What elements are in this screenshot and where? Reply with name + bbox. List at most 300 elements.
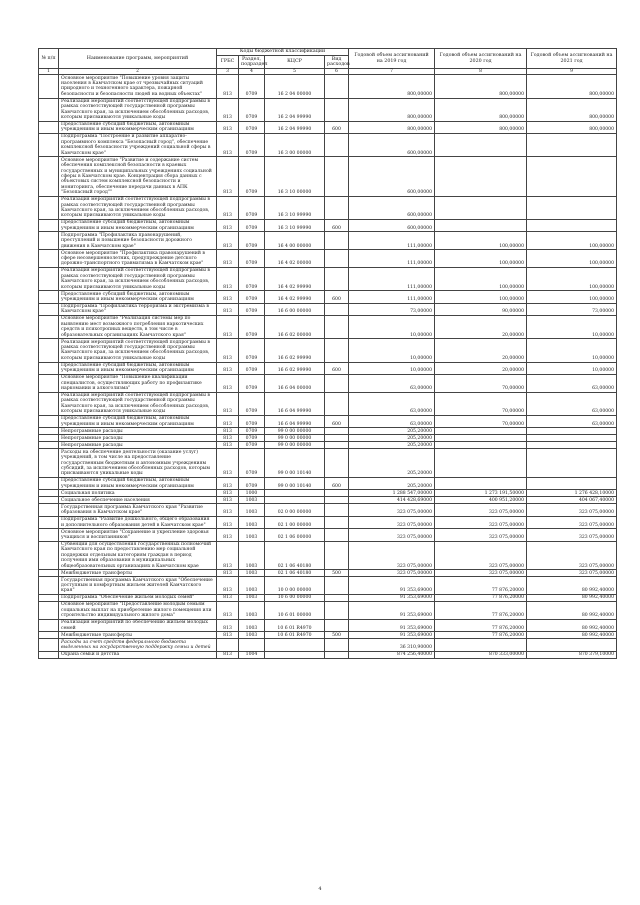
table-row — [39, 121, 617, 133]
row-vr: 500 — [325, 570, 349, 577]
row-amount-2021 — [527, 428, 617, 435]
row-razdel: 0709 — [239, 291, 265, 303]
row-csr: 16 4 02 00000 — [265, 250, 325, 268]
row-amount-2021: 323 075,00000 — [527, 529, 617, 541]
row-razdel: 0709 — [239, 392, 265, 415]
row-number — [39, 504, 59, 516]
header-year-2020: Годовой объем ассигнований на 2020 год — [435, 49, 527, 69]
row-grbs: 813 — [217, 416, 239, 428]
row-amount-2019: 205,20000 — [349, 435, 435, 442]
table-row — [39, 316, 617, 339]
row-grbs: 813 — [217, 516, 239, 528]
row-number — [39, 75, 59, 98]
row-csr: 16 3 10 99990 — [265, 220, 325, 232]
row-amount-2019: 600,00000 — [349, 134, 435, 157]
row-grbs: 813 — [217, 577, 239, 595]
row-csr: 02 0 00 00000 — [265, 504, 325, 516]
row-name: Реализация мероприятий соответствующей подпрограммы в рамках соответствующей государственной программы Камчатского края, за исключением обособленных расходов, которым присваиваются уникальные коды — [59, 392, 217, 415]
row-amount-2019: 111,00000 — [349, 232, 435, 250]
row-amount-2021: 800,00000 — [527, 75, 617, 98]
row-csr: 02 1 06 00000 — [265, 529, 325, 541]
row-razdel: 0709 — [239, 303, 265, 315]
row-amount-2020 — [435, 428, 527, 435]
row-grbs: 813 — [217, 316, 239, 339]
row-number — [39, 449, 59, 478]
row-csr: 16 2 04 99990 — [265, 121, 325, 133]
table-row — [39, 339, 617, 362]
row-grbs: 813 — [217, 478, 239, 490]
row-vr: 600 — [325, 362, 349, 374]
row-amount-2020: 77 876,20000 — [435, 619, 527, 631]
row-number — [39, 121, 59, 133]
row-amount-2021: 1 276 428,10000 — [527, 490, 617, 497]
row-amount-2019: 600,00000 — [349, 220, 435, 232]
row-vr — [325, 442, 349, 449]
row-grbs: 813 — [217, 504, 239, 516]
row-vr — [325, 232, 349, 250]
row-csr: 10 0 00 00000 — [265, 577, 325, 595]
row-name: Реализация мероприятий по обеспечению жильем молодых семей — [59, 619, 217, 631]
row-name: Непрограммные расходы — [59, 435, 217, 442]
row-csr: 16 4 00 00000 — [265, 232, 325, 250]
row-csr: 16 3 10 99990 — [265, 196, 325, 219]
row-vr — [325, 651, 349, 658]
row-razdel: 1003 — [239, 577, 265, 595]
row-vr: 600 — [325, 291, 349, 303]
row-razdel: 1003 — [239, 570, 265, 577]
row-razdel — [239, 639, 265, 651]
row-razdel: 0709 — [239, 134, 265, 157]
table-row — [39, 490, 617, 497]
row-name: Государственная программа Камчатского края "Обеспечение доступным и комфортным жильем жителей Камчатского края" — [59, 577, 217, 595]
row-amount-2020: 800,00000 — [435, 121, 527, 133]
row-number — [39, 639, 59, 651]
row-number — [39, 291, 59, 303]
row-razdel: 0709 — [239, 478, 265, 490]
row-number — [39, 570, 59, 577]
row-amount-2019: 600,00000 — [349, 157, 435, 196]
column-number: 3 — [217, 69, 239, 75]
row-grbs: 813 — [217, 595, 239, 602]
row-name: Подпрограмма "Профилактика правонарушений, преступлений и повышение безопасности дорожного движения в Камчатском крае" — [59, 232, 217, 250]
row-razdel: 0709 — [239, 449, 265, 478]
row-amount-2021: 100,00000 — [527, 291, 617, 303]
row-name: Непрограммные расходы — [59, 442, 217, 449]
row-number — [39, 339, 59, 362]
row-name: Расходы за счет средств федерального бюджета выделенных на государственную поддержку семьи и детей — [59, 639, 217, 651]
row-grbs: 813 — [217, 157, 239, 196]
row-csr — [265, 651, 325, 658]
row-csr: 99 0 00 00000 — [265, 428, 325, 435]
row-amount-2021: 870 379,10000 — [527, 651, 617, 658]
row-razdel: 0709 — [239, 416, 265, 428]
row-amount-2020: 100,00000 — [435, 268, 527, 291]
row-number — [39, 392, 59, 415]
column-number: 8 — [435, 69, 527, 75]
row-number — [39, 651, 59, 658]
row-amount-2020: 77 876,20000 — [435, 595, 527, 602]
row-vr — [325, 639, 349, 651]
row-amount-2020: 323 075,00000 — [435, 516, 527, 528]
row-name: Основное мероприятие "Повышение уровня защиты населения в Камчатском крае от чрезвычайных ситуаций природного и техногенного характера, пожарной безопасности и безопасности людей на водных объектах" — [59, 75, 217, 98]
row-grbs: 813 — [217, 232, 239, 250]
row-razdel: 0709 — [239, 339, 265, 362]
row-vr — [325, 75, 349, 98]
row-grbs: 813 — [217, 303, 239, 315]
row-amount-2019: 91 353,69000 — [349, 595, 435, 602]
row-number — [39, 268, 59, 291]
row-amount-2020 — [435, 196, 527, 219]
row-amount-2020: 77 876,20000 — [435, 602, 527, 620]
row-amount-2019: 800,00000 — [349, 75, 435, 98]
row-csr: 02 1 06 40180 — [265, 570, 325, 577]
header-name: Наименование программ, мероприятий — [59, 49, 217, 69]
row-name: Основное мероприятие "Сохранение и укрепление здоровья учащихся и воспитанников" — [59, 529, 217, 541]
row-grbs: 813 — [217, 529, 239, 541]
row-name: Основное мероприятие "Развитие и содержание систем обеспечения комплексной безопасности в краевых государственных и муниципальных учреждениях социальной сферы в Камчатском крае. Концентрация сбора данных с объектовых систем комплексной безопасности и мониторинга, обеспечение передачи данных в АПК "Безопасный город"" — [59, 157, 217, 196]
row-csr: 16 2 04 00000 — [265, 75, 325, 98]
table-row — [39, 157, 617, 196]
row-amount-2021: 323 075,00000 — [527, 516, 617, 528]
row-amount-2021: 80 992,40000 — [527, 632, 617, 639]
row-amount-2021: 63,00000 — [527, 416, 617, 428]
row-number — [39, 374, 59, 392]
row-name: Охрана семьи и детства — [59, 651, 217, 658]
row-razdel: 0709 — [239, 98, 265, 121]
table-row — [39, 478, 617, 490]
row-name: Реализация мероприятий соответствующей подпрограммы в рамках соответствующей государственной программы Камчатского края, за исключением обособленных расходов, которым присваиваются уникальные коды — [59, 268, 217, 291]
table-row — [39, 442, 617, 449]
row-amount-2019: 63,00000 — [349, 416, 435, 428]
row-amount-2020 — [435, 220, 527, 232]
column-number: 5 — [265, 69, 325, 75]
row-number — [39, 497, 59, 504]
row-vr — [325, 449, 349, 478]
row-razdel: 0709 — [239, 232, 265, 250]
row-name: Предоставление субсидий бюджетным, автономным учреждениям и иным некоммерческим организациям — [59, 478, 217, 490]
row-amount-2020 — [435, 134, 527, 157]
row-amount-2020: 323 075,00000 — [435, 504, 527, 516]
row-razdel: 0709 — [239, 157, 265, 196]
row-amount-2019: 205,20000 — [349, 449, 435, 478]
row-vr — [325, 196, 349, 219]
row-vr: 600 — [325, 478, 349, 490]
page-number: 4 — [318, 886, 322, 892]
row-razdel: 1003 — [239, 497, 265, 504]
header-no: № п/п — [39, 49, 59, 69]
row-amount-2019: 323 075,00000 — [349, 529, 435, 541]
row-vr — [325, 435, 349, 442]
row-number — [39, 577, 59, 595]
row-amount-2020: 400 951,20000 — [435, 497, 527, 504]
row-grbs: 813 — [217, 75, 239, 98]
table-row — [39, 232, 617, 250]
row-number — [39, 619, 59, 631]
row-vr — [325, 529, 349, 541]
row-name: Подпрограмма "Развитие дошкольного, общего образования и дополнительного образования детей в Камчатском крае" — [59, 516, 217, 528]
row-csr: 10 6 01 R4970 — [265, 619, 325, 631]
row-amount-2021: 323 075,00000 — [527, 541, 617, 570]
row-csr: 16 3 00 00000 — [265, 134, 325, 157]
row-razdel: 1004 — [239, 651, 265, 658]
row-number — [39, 435, 59, 442]
row-razdel: 1003 — [239, 602, 265, 620]
row-amount-2020: 20,00000 — [435, 362, 527, 374]
row-amount-2021 — [527, 435, 617, 442]
header-year-2021: Годовой объем ассигнований на 2021 год — [527, 49, 617, 69]
table-row — [39, 529, 617, 541]
column-number: 7 — [349, 69, 435, 75]
table-row — [39, 98, 617, 121]
row-amount-2019: 111,00000 — [349, 291, 435, 303]
row-grbs: 813 — [217, 442, 239, 449]
table-row — [39, 449, 617, 478]
row-amount-2019: 63,00000 — [349, 392, 435, 415]
row-csr: 16 6 04 99990 — [265, 392, 325, 415]
row-number — [39, 416, 59, 428]
row-amount-2020: 100,00000 — [435, 291, 527, 303]
row-razdel: 1003 — [239, 504, 265, 516]
row-csr — [265, 497, 325, 504]
row-number — [39, 632, 59, 639]
row-csr — [265, 490, 325, 497]
row-vr — [325, 316, 349, 339]
table-row — [39, 577, 617, 595]
row-razdel: 0709 — [239, 196, 265, 219]
row-grbs: 813 — [217, 497, 239, 504]
row-amount-2020 — [435, 157, 527, 196]
row-amount-2021: 80 992,40000 — [527, 577, 617, 595]
row-amount-2021: 323 075,00000 — [527, 570, 617, 577]
row-amount-2021: 10,00000 — [527, 362, 617, 374]
row-grbs: 813 — [217, 490, 239, 497]
row-amount-2019: 874 256,40000 — [349, 651, 435, 658]
row-amount-2020 — [435, 442, 527, 449]
row-grbs: 813 — [217, 268, 239, 291]
row-grbs: 813 — [217, 339, 239, 362]
row-amount-2021: 800,00000 — [527, 98, 617, 121]
table-header-row — [39, 49, 617, 56]
row-amount-2021: 323 075,00000 — [527, 504, 617, 516]
row-csr: 02 1 00 00000 — [265, 516, 325, 528]
table-row — [39, 303, 617, 315]
row-grbs: 813 — [217, 250, 239, 268]
table-row — [39, 134, 617, 157]
row-number — [39, 196, 59, 219]
row-amount-2019: 205,20000 — [349, 442, 435, 449]
table-row — [39, 651, 617, 658]
row-amount-2020 — [435, 435, 527, 442]
row-number — [39, 303, 59, 315]
row-amount-2019: 10,00000 — [349, 316, 435, 339]
header-csr: КЦСР — [265, 56, 325, 69]
row-amount-2019: 600,00000 — [349, 196, 435, 219]
row-vr: 600 — [325, 416, 349, 428]
row-amount-2021: 80 992,40000 — [527, 595, 617, 602]
row-vr — [325, 577, 349, 595]
row-amount-2021 — [527, 442, 617, 449]
column-number: 1 — [39, 69, 59, 75]
row-grbs — [217, 639, 239, 651]
row-razdel: 1003 — [239, 541, 265, 570]
row-vr: 600 — [325, 121, 349, 133]
row-name: Реализация мероприятий соответствующей подпрограммы в рамках соответствующей государственной программы Камчатского края, за исключением обособленных расходов, которым присваиваются уникальные коды — [59, 196, 217, 219]
row-razdel: 1003 — [239, 632, 265, 639]
row-amount-2021 — [527, 639, 617, 651]
row-amount-2021 — [527, 157, 617, 196]
row-name: Основное мероприятие "Реализация системы мер по выявлению мест возможного потребления наркотических средств и психотропных веществ, в том числе в образовательных организациях Камчатского края" — [59, 316, 217, 339]
row-amount-2019: 91 353,69000 — [349, 602, 435, 620]
row-name: Предоставление субсидий бюджетным, автономным учреждениям и иным некоммерческим организациям — [59, 362, 217, 374]
row-csr: 16 6 04 00000 — [265, 374, 325, 392]
row-amount-2020: 77 876,20000 — [435, 577, 527, 595]
row-amount-2019: 10,00000 — [349, 339, 435, 362]
row-number — [39, 478, 59, 490]
row-grbs: 813 — [217, 435, 239, 442]
row-csr: 99 0 00 10140 — [265, 449, 325, 478]
row-amount-2021 — [527, 478, 617, 490]
row-amount-2021: 80 992,40000 — [527, 602, 617, 620]
row-amount-2020: 90,00000 — [435, 303, 527, 315]
row-vr — [325, 392, 349, 415]
row-razdel: 0709 — [239, 316, 265, 339]
row-grbs: 813 — [217, 602, 239, 620]
row-amount-2020: 1 273 191,50000 — [435, 490, 527, 497]
row-amount-2020: 77 876,20000 — [435, 632, 527, 639]
row-name: Предоставление субсидий бюджетным, автономным учреждениям и иным некоммерческим организациям — [59, 121, 217, 133]
row-vr — [325, 339, 349, 362]
row-name: Подпрограмма "Профилактика терроризма и экстремизма в Камчатском крае" — [59, 303, 217, 315]
table-row — [39, 497, 617, 504]
row-csr: 99 0 00 00000 — [265, 442, 325, 449]
row-amount-2019: 111,00000 — [349, 268, 435, 291]
row-amount-2019: 323 075,00000 — [349, 516, 435, 528]
row-razdel: 1003 — [239, 619, 265, 631]
row-number — [39, 220, 59, 232]
row-csr: 10 6 00 00000 — [265, 595, 325, 602]
row-amount-2021: 404 067,40000 — [527, 497, 617, 504]
row-number — [39, 316, 59, 339]
row-vr — [325, 374, 349, 392]
row-amount-2019: 205,20000 — [349, 478, 435, 490]
row-amount-2021 — [527, 449, 617, 478]
row-amount-2019: 10,00000 — [349, 362, 435, 374]
row-vr — [325, 134, 349, 157]
row-grbs: 813 — [217, 220, 239, 232]
row-name: Непрограммные расходы — [59, 428, 217, 435]
table-row — [39, 220, 617, 232]
row-name: Основное мероприятие "Профилактика правонарушений в сфере несовершеннолетних, предупреждение детского дорожно-транспортного травматизма в Камчатском крае" — [59, 250, 217, 268]
row-amount-2021: 80 992,40000 — [527, 619, 617, 631]
row-razdel: 0709 — [239, 268, 265, 291]
row-csr: 16 6 02 99990 — [265, 362, 325, 374]
row-grbs: 813 — [217, 134, 239, 157]
table-row — [39, 374, 617, 392]
row-name: Социальная политика — [59, 490, 217, 497]
row-name: Подпрограмма "Обеспечение жильем молодых семей" — [59, 595, 217, 602]
row-grbs: 813 — [217, 374, 239, 392]
row-amount-2019: 91 353,69000 — [349, 632, 435, 639]
row-amount-2021 — [527, 196, 617, 219]
row-amount-2020: 70,00000 — [435, 392, 527, 415]
row-razdel: 0709 — [239, 121, 265, 133]
row-grbs: 813 — [217, 392, 239, 415]
row-grbs: 813 — [217, 449, 239, 478]
row-amount-2021: 800,00000 — [527, 121, 617, 133]
row-number — [39, 428, 59, 435]
row-name: Предоставление субсидий бюджетным, автономным учреждениям и иным некоммерческим организациям — [59, 416, 217, 428]
row-name: Межбюджетные трансферты — [59, 570, 217, 577]
row-csr: 16 6 02 99990 — [265, 339, 325, 362]
row-amount-2019: 91 353,69000 — [349, 619, 435, 631]
row-grbs: 813 — [217, 362, 239, 374]
column-number: 9 — [527, 69, 617, 75]
row-vr — [325, 98, 349, 121]
row-vr — [325, 595, 349, 602]
row-amount-2021: 100,00000 — [527, 250, 617, 268]
row-razdel: 0709 — [239, 75, 265, 98]
row-amount-2021: 63,00000 — [527, 392, 617, 415]
header-razdel: Раздел, подраздел — [239, 56, 265, 69]
row-name: Основное мероприятие "Повышение квалификации специалистов, осуществляющих работу по профилактике наркомании и алкоголизма" — [59, 374, 217, 392]
table-row — [39, 392, 617, 415]
row-amount-2019: 91 353,69000 — [349, 577, 435, 595]
header-vr: Вид расходов — [325, 56, 349, 69]
row-vr — [325, 619, 349, 631]
table-row — [39, 639, 617, 651]
row-amount-2020: 800,00000 — [435, 98, 527, 121]
row-name: Основное мероприятие "Предоставление молодым семьям социальных выплат на приобретение жилого помещения или строительство индивидуального жилого дома" — [59, 602, 217, 620]
row-amount-2021: 10,00000 — [527, 316, 617, 339]
row-number — [39, 442, 59, 449]
row-name: Субвенции для осуществления государственных полномочий Камчатского края по предоставлению мер социальной поддержки отдельным категориям граждан в период получения ими образования в муниципальных общеобразовательных организациях в Камчатском крае — [59, 541, 217, 570]
row-razdel: 1003 — [239, 516, 265, 528]
row-grbs: 813 — [217, 196, 239, 219]
row-number — [39, 529, 59, 541]
row-csr: 99 0 00 10140 — [265, 478, 325, 490]
row-amount-2020: 70,00000 — [435, 416, 527, 428]
row-razdel: 1000 — [239, 490, 265, 497]
row-razdel: 1003 — [239, 529, 265, 541]
row-amount-2019: 205,20000 — [349, 428, 435, 435]
table-row — [39, 504, 617, 516]
table-row — [39, 362, 617, 374]
row-razdel: 0709 — [239, 435, 265, 442]
row-vr — [325, 541, 349, 570]
row-number — [39, 595, 59, 602]
row-amount-2021: 100,00000 — [527, 232, 617, 250]
row-csr: 16 6 00 00000 — [265, 303, 325, 315]
table-row — [39, 291, 617, 303]
row-grbs: 813 — [217, 619, 239, 631]
table-row — [39, 602, 617, 620]
budget-table — [38, 48, 617, 659]
row-grbs: 813 — [217, 632, 239, 639]
row-grbs: 813 — [217, 98, 239, 121]
row-number — [39, 134, 59, 157]
row-amount-2019: 414 428,69000 — [349, 497, 435, 504]
row-name: Социальное обеспечение населения — [59, 497, 217, 504]
row-csr: 16 4 02 99990 — [265, 291, 325, 303]
table-row — [39, 250, 617, 268]
row-csr: 16 6 02 00000 — [265, 316, 325, 339]
row-csr: 16 3 10 00000 — [265, 157, 325, 196]
row-vr — [325, 504, 349, 516]
row-csr — [265, 639, 325, 651]
row-vr — [325, 497, 349, 504]
column-number: 2 — [59, 69, 217, 75]
row-amount-2020: 800,00000 — [435, 75, 527, 98]
